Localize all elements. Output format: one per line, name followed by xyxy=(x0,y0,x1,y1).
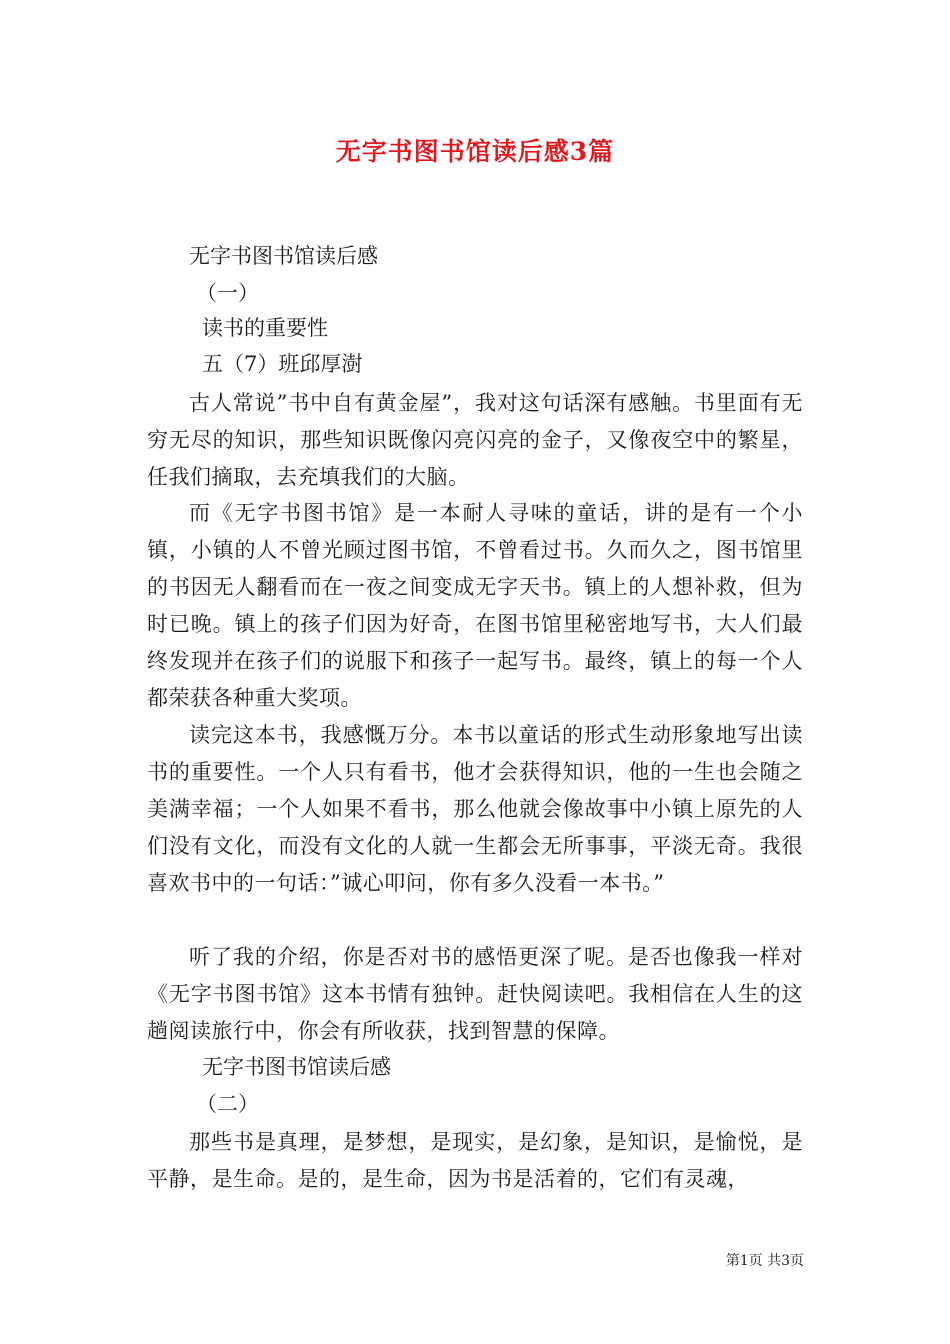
section-1-paragraph-3: 读完这本书，我感慨万分。本书以童话的形式生动形象地写出读书的重要性。一个人只有看书，他才会获得知识，他的一生也会随之美满幸福；一个人如果不看书，那么他就会像故事中小镇上原先的人们没有文化，而没有文化的人就一生都会无所事事，平淡无奇。我很喜欢书中的一句话：”诚心叩问，你有多久没看一本书。” xyxy=(147,723,803,895)
section-2-number: （二） xyxy=(196,1092,259,1116)
section-1-paragraph-1: 古人常说”书中自有黄金屋”，我对这句话深有感触。书里面有无穷无尽的知识，那些知识既像闪亮闪亮的金子，又像夜空中的繁星，任我们摘取，去充填我们的大脑。 xyxy=(147,391,803,489)
section-1-subtitle: 读书的重要性 xyxy=(202,316,328,340)
section-1-number: （一） xyxy=(196,281,259,305)
section-2-heading: 无字书图书馆读后感 xyxy=(202,1055,391,1079)
section-2-paragraph-1: 那些书是真理，是梦想，是现实，是幻象，是知识，是愉悦，是平静，是生命。是的，是生命，因为书是活着的，它们有灵魂， xyxy=(147,1130,803,1191)
section-1-author: 五（7）班邱厚澍 xyxy=(202,352,363,376)
page-title: 无字书图书馆读后感3篇 xyxy=(335,137,615,166)
section-1-paragraph-2: 而《无字书图书馆》是一本耐人寻味的童话，讲的是有一个小镇，小镇的人不曾光顾过图书馆，不曾看过书。久而久之，图书馆里的书因无人翻看而在一夜之间变成无字天书。镇上的人想补救，但为时已晚。镇上的孩子们因为好奇，在图书馆里秘密地写书，大人们最终发现并在孩子们的说服下和孩子一起写书。最终，镇上的每一个人都荣获各种重大奖项。 xyxy=(147,501,803,710)
section-1-paragraph-4: 听了我的介绍，你是否对书的感悟更深了呢。是否也像我一样对《无字书图书馆》这本书情有独钟。赶快阅读吧。我相信在人生的这趟阅读旅行中，你会有所收获，找到智慧的保障。 xyxy=(147,945,803,1043)
page-footer: 第1页 共3页 xyxy=(725,1253,804,1269)
section-1-heading: 无字书图书馆读后感 xyxy=(189,244,378,268)
